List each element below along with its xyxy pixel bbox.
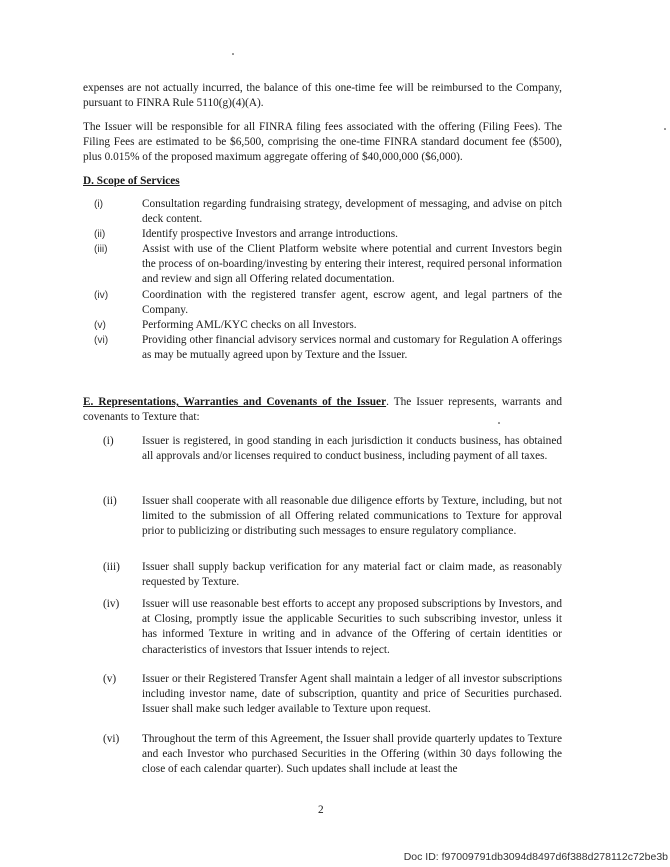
list-item-text: Issuer shall supply backup verification for any material fact or claim made, as reasonably requested by Texture.	[142, 561, 562, 589]
list-item-text: Identify prospective Investors and arrange introductions.	[142, 228, 398, 240]
list-item-marker: (v)	[103, 673, 117, 685]
intro-paragraph-1: expenses are not actually incurred, the balance of this one-time fee will be reimbursed to the Company, pursuant to FINRA Rule 5110(g)(4)(A).	[83, 82, 562, 110]
list-item-text: Coordination with the registered transfer agent, escrow agent, and legal partners of the Company.	[142, 289, 562, 317]
list-item-text: Performing AML/KYC checks on all Investors.	[142, 319, 357, 331]
list-item-marker: (vi)	[103, 733, 120, 745]
list-item-text: Issuer or their Registered Transfer Agent shall maintain a ledger of all investor subscriptions including investor name, date of subscription, quantity and price of Securities purchased. Issuer shall make such ledger available to Texture upon request.	[142, 673, 562, 716]
page-number: 2	[318, 804, 324, 816]
section-d-heading: D. Scope of Services	[83, 175, 180, 187]
section-e-intro	[83, 395, 562, 425]
list-item-text: Issuer is registered, in good standing in each jurisdiction it conducts business, has obtained all approvals and/or licenses required to conduct business, including payment of all taxes.	[142, 435, 562, 463]
list-item-text: Issuer will use reasonable best efforts to accept any proposed subscriptions by Investors, and at Closing, promptly issue the applicable Securities to such subscribing investor, unless it has informed Texture in writing and in advance of the Offering of certain identities or characteristics of investors that Issuer intends to reject.	[142, 598, 562, 656]
list-item-text: Throughout the term of this Agreement, the Issuer shall provide quarterly updates to Texture and each Investor who purchased Securities in the Offering (within 30 days following the close of each calendar quarter). Such updates shall include at least the	[142, 733, 562, 776]
list-item-marker: (iii)	[103, 561, 120, 573]
list-item-marker: (iii)	[94, 244, 108, 255]
list-item-text: Consultation regarding fundraising strategy, development of messaging, and advise on pitch deck content.	[142, 198, 562, 226]
list-item-text: Issuer shall cooperate with all reasonable due diligence efforts by Texture, including, but not limited to the submission of all Offering related communications to Texture for approval prior to publicizing or distributing such messages to ensure regulatory compliance.	[142, 495, 562, 538]
filing-fees-paragraph: The Issuer will be responsible for all FINRA filing fees associated with the offering (Filing Fees). The Filing Fees are estimated to be $6,500, comprising the one-time FINRA standard document fee ($500), plus 0.015% of the proposed maximum aggregate offering of $40,000,000 ($6,000).	[83, 121, 562, 164]
list-item-marker: (i)	[94, 199, 104, 210]
list-item-text: Providing other financial advisory services normal and customary for Regulation A offerings as may be mutually agreed upon by Texture and the Issuer.	[142, 334, 562, 362]
list-item-marker: (ii)	[103, 495, 117, 507]
list-item-text: Assist with use of the Client Platform website where potential and current Investors begin the process of on-boarding/investing by entering their interest, required personal information and review and sign all Offering related documentation.	[142, 243, 562, 286]
section-e-heading: E. Representations, Warranties and Covenants of the Issuer	[83, 396, 387, 408]
section-e-intro-text: . The Issuer represents, warrants and covenants to Texture that:	[83, 396, 562, 424]
doc-id: Doc ID: f97009791db3094d8497d6f388d278112c72be3b	[403, 851, 668, 863]
scan-speck	[232, 53, 234, 55]
list-item-marker: (vi)	[94, 335, 109, 346]
list-item-marker: (ii)	[94, 229, 106, 240]
list-item-marker: (i)	[103, 435, 114, 447]
list-item-marker: (v)	[94, 320, 106, 331]
list-item-marker: (iv)	[103, 598, 120, 610]
list-item-marker: (iv)	[94, 290, 109, 301]
scan-speck	[664, 128, 666, 130]
